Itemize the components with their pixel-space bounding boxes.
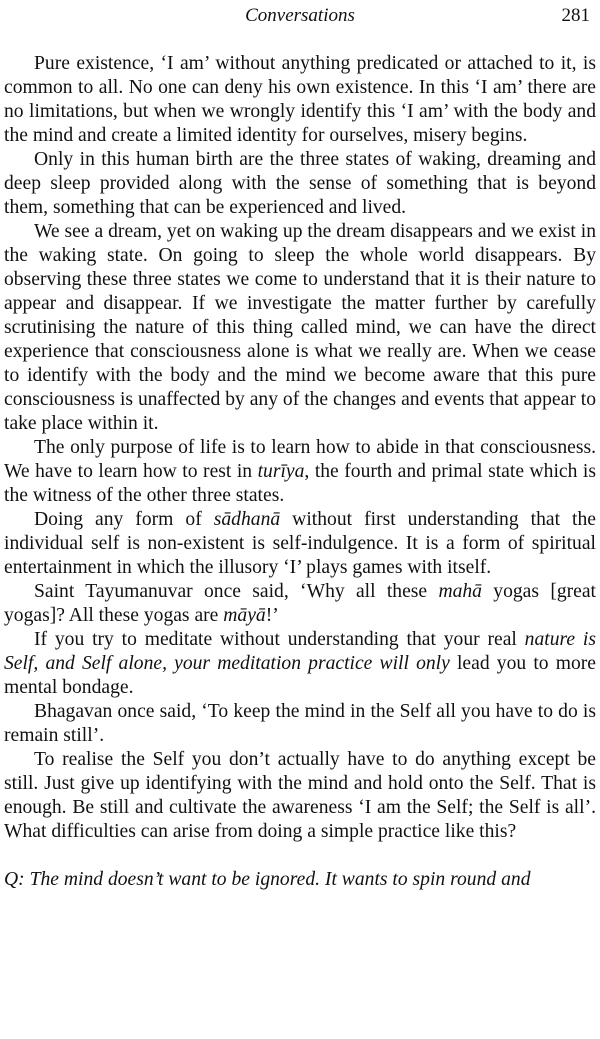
running-title: Conversations bbox=[245, 5, 355, 26]
term-sadhana: sādhanā bbox=[213, 509, 281, 530]
paragraph-7: If you try to meditate without understanding that your real nature is Self, and Self alone, your meditation practice will only lead you to more mental bondage. bbox=[4, 629, 596, 698]
page-number: 281 bbox=[561, 5, 590, 26]
paragraph-3: We see a dream, yet on waking up the dream disappears and we exist in the waking state. On going to sleep the whole world disappears. By observing these three states we come to understand that it is their nature to appear and disappear. If we investigate the matter further by carefully scrutinising the nature of this thing called mind, we can have the direct experience that consciousness alone is what we really are. When we cease to identify with the body and the mind we become aware that this pure consciousness is unaffected by any of the changes and events that appear to take place within it. bbox=[4, 221, 596, 434]
body-text bbox=[4, 52, 596, 844]
paragraph-6: Saint Tayumanuvar once said, ‘Why all these mahā yogas [great yogas]? All these yogas are māyā!’ bbox=[4, 581, 596, 626]
paragraph-4: The only purpose of life is to learn how to abide in that consciousness. We have to learn how to rest in turīya, the fourth and primal state which is the witness of the other three states. bbox=[4, 437, 596, 506]
question-block bbox=[4, 868, 596, 892]
paragraph-8: Bhagavan once said, ‘To keep the mind in the Self all you have to do is remain still’. bbox=[4, 701, 596, 746]
question-text: Q: The mind doesn’t want to be ignored. It wants to spin round and bbox=[4, 869, 531, 890]
term-maya: māyā bbox=[223, 605, 266, 626]
italic-emphasis: nature is Self, and Self alone, your meditation practice will only bbox=[4, 629, 596, 674]
paragraph-2: Only in this human birth are the three states of waking, dreaming and deep sleep provided along with the sense of something that is beyond them, something that can be experienced and lived. bbox=[4, 149, 596, 218]
running-head bbox=[4, 0, 596, 30]
term-maha: mahā bbox=[438, 581, 482, 602]
paragraph-5: Doing any form of sādhanā without first understanding that the individual self is non-existent is self-indulgence. It is a form of spiritual entertainment in which the illusory ‘I’ plays games with itself. bbox=[4, 509, 596, 578]
term-turiya: turīya bbox=[257, 461, 305, 482]
paragraph-1: Pure existence, ‘I am’ without anything predicated or attached to it, is common to all. No one can deny his own existence. In this ‘I am’ there are no limitations, but when we wrongly identify this ‘I am’ with the body and the mind and create a limited identity for ourselves, misery begins. bbox=[4, 53, 596, 146]
paragraph-9: To realise the Self you don’t actually have to do anything except be still. Just give up identifying with the mind and hold onto the Self. That is enough. Be still and cultivate the awareness ‘I am the Self; the Self is all’. What difficulties can arise from doing a simple practice like this? bbox=[4, 749, 596, 842]
